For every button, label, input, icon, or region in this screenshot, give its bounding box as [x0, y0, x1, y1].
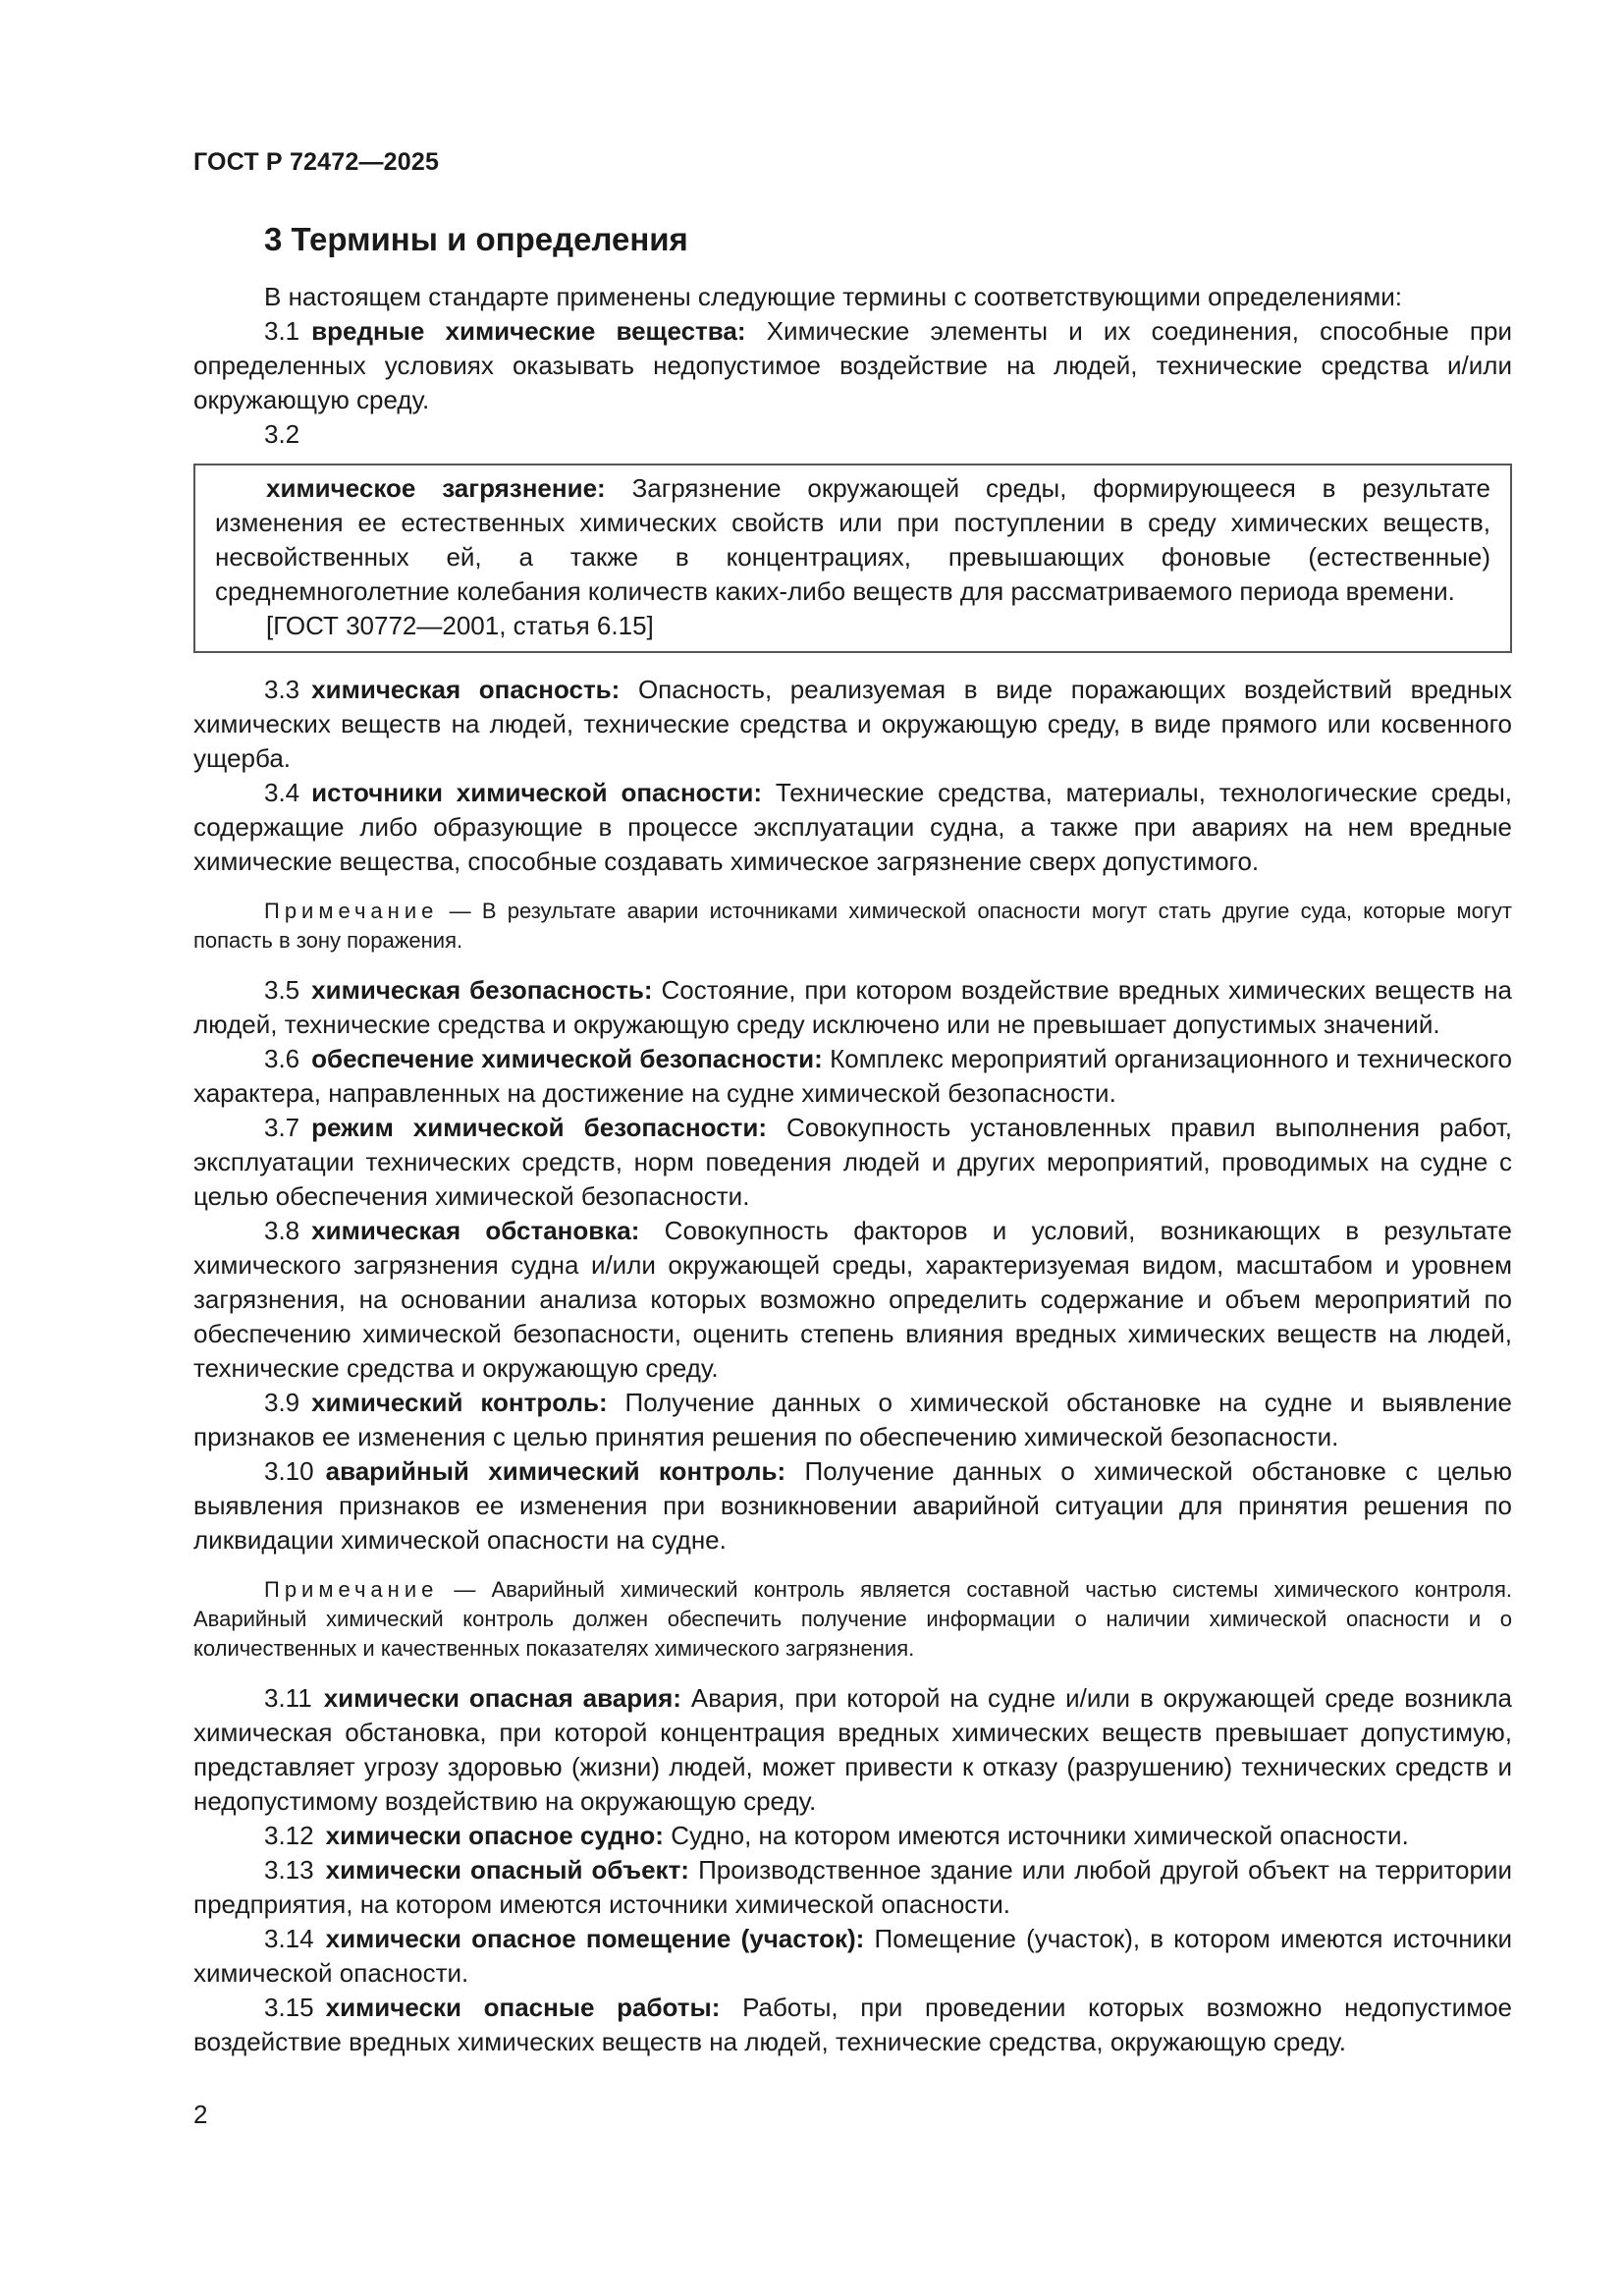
- term-definition: Получение данных о химической обстановке на судне и выявление признаков ее изменения с целью принятия решения по обеспечению химической безопасности.: [193, 1388, 1512, 1451]
- term-3-15: 3.15 химически опасные работы: Работы, при проведении которых возможно недопустимое воздействие вредных химических веществ на людей, технические средства, окружающую среду.: [193, 1993, 1512, 2056]
- term-definition: Загрязнение окружающей среды, формирующееся в результате изменения ее естественных химических свойств или при поступлении в среду химических веществ, несвойственных ей, а также в концентрациях, превышающих фоновые (естественные) среднемноголетние колебания количеств каких-либо веществ для рассматриваемого периода времени.: [215, 473, 1490, 606]
- term-3-13: 3.13 химически опасный объект: Производственное здание или любой другой объект на территории предприятия, на котором имеются источники химической опасности.: [193, 1855, 1512, 1919]
- term-3-3: 3.3 химическая опасность: Опасность, реализуемая в виде поражающих воздействий вредных химических веществ на людей, технические средства и окружающую среду, в виде прямого или косвенного ущерба.: [193, 675, 1512, 773]
- term-definition: Химические элементы и их соединения, способные при определенных условиях оказывать недопустимое воздействие на людей, технические средства и/или окружающую среду.: [193, 316, 1512, 414]
- term-label: режим химической безопасности:: [311, 1113, 768, 1142]
- term-definition: Судно, на котором имеются источники химической опасности.: [671, 1821, 1409, 1850]
- term-definition: Состояние, при котором воздействие вредных химических веществ на людей, технические средства и окружающую среду исключено или не превышает допустимых значений.: [193, 975, 1512, 1039]
- page-number: 2: [193, 2100, 208, 2129]
- term-label: химическая обстановка:: [311, 1216, 640, 1245]
- term-definition: Производственное здание или любой другой объект на территории предприятия, на котором имеются источники химической опасности.: [193, 1855, 1512, 1919]
- note-text: — Аварийный химический контроль является составной частью системы химического контроля. Аварийный химический контроль должен обеспечить получение информации о наличии химической опасности и о количественных и качественных показателях химического загрязнения.: [193, 1577, 1512, 1661]
- note-2: [193, 1575, 1512, 1664]
- term-3-2: 3.2: [264, 419, 300, 449]
- term-label: химическая безопасность:: [311, 975, 653, 1005]
- term-label: аварийный химический контроль:: [325, 1456, 786, 1486]
- term-3-10: 3.10 аварийный химический контроль: Получение данных о химической обстановке с целью выявления признаков ее изменения при возникновении аварийной ситуации для принятия решения по ликвидации химической опасности на судне.: [193, 1456, 1512, 1555]
- source-reference: [ГОСТ 30772—2001, статья 6.15]: [266, 611, 654, 640]
- term-3-1: 3.1 вредные химические вещества: Химические элементы и их соединения, способные при определенных условиях оказывать недопустимое воздействие на людей, технические средства и/или окружающую среду.: [193, 316, 1512, 414]
- term-definition: Помещение (участок), в котором имеются источники химической опасности.: [193, 1924, 1512, 1988]
- term-label: химическая опасность:: [311, 675, 621, 704]
- term-label: химический контроль:: [311, 1388, 608, 1417]
- term-label: химически опасное судно:: [325, 1821, 664, 1850]
- term-label: источники химической опасности:: [311, 778, 763, 807]
- term-3-8: 3.8 химическая обстановка: Совокупность факторов и условий, возникающих в результате химического загрязнения судна и/или окружающей среды, характеризуемая видом, масштабом и уровнем загрязнения, на основании анализа которых возможно определить содержание и объем мероприятий по обеспечению химической безопасности, оценить степень влияния вредных химических веществ на людей, технические средства и окружающую среду.: [193, 1216, 1512, 1383]
- term-definition: Опасность, реализуемая в виде поражающих воздействий вредных химических веществ на людей, технические средства и окружающую среду, в виде прямого или косвенного ущерба.: [193, 675, 1512, 773]
- note-label: Примечание: [264, 1577, 439, 1602]
- term-3-9: 3.9 химический контроль: Получение данных о химической обстановке на судне и выявление признаков ее изменения с целью принятия решения по обеспечению химической безопасности.: [193, 1388, 1512, 1451]
- term-3-5: 3.5 химическая безопасность: Состояние, при котором воздействие вредных химических веществ на людей, технические средства и окружающую среду исключено или не превышает допустимых значений.: [193, 975, 1512, 1039]
- term-definition: Совокупность установленных правил выполнения работ, эксплуатации технических средств, норм поведения людей и других мероприятий, проводимых на судне с целью обеспечения химической безопасности.: [193, 1113, 1512, 1211]
- term-3-6: 3.6 обеспечение химической безопасности: Комплекс мероприятий организационного и технического характера, направленных на достижение на судне химической безопасности.: [193, 1044, 1512, 1108]
- term-label: вредные химические вещества:: [311, 316, 746, 346]
- term-label: химически опасный объект:: [325, 1855, 689, 1885]
- intro-paragraph: В настоящем стандарте применены следующие термины с соответствующими определениями:: [264, 282, 1403, 311]
- note-label: Примечание: [264, 899, 439, 923]
- document-header: ГОСТ Р 72472—2025: [193, 148, 440, 176]
- term-label: химическое загрязнение:: [266, 473, 606, 503]
- term-label: химически опасные работы:: [325, 1993, 721, 2022]
- term-3-14: 3.14 химически опасное помещение (участок): Помещение (участок), в котором имеются источники химической опасности.: [193, 1924, 1512, 1988]
- term-label: химически опасная авария:: [323, 1683, 681, 1713]
- term-3-12: 3.12 химически опасное судно: Судно, на котором имеются источники химической опасности.: [264, 1821, 1409, 1850]
- note-text: — В результате аварии источниками химической опасности могут стать другие суда, которые могут попасть в зону поражения.: [193, 899, 1512, 953]
- note-1: [193, 897, 1512, 956]
- term-label: обеспечение химической безопасности:: [311, 1044, 823, 1073]
- term-definition: Авария, при которой на судне и/или в окружающей среде возникла химическая обстановка, при которой концентрация вредных химических веществ превышает допустимую, представляет угрозу здоровью (жизни) людей, может привести к отказу (разрушению) технических средств и недопустимому воздействию на окружающую среду.: [193, 1683, 1513, 1816]
- term-label: химически опасное помещение (участок):: [325, 1924, 865, 1953]
- term-definition: Получение данных о химической обстановке с целью выявления признаков ее изменения при возникновении аварийной ситуации для принятия решения по ликвидации химической опасности на судне.: [193, 1456, 1512, 1555]
- term-3-7: 3.7 режим химической безопасности: Совокупность установленных правил выполнения работ, эксплуатации технических средств, норм поведения людей и других мероприятий, проводимых на судне с целью обеспечения химической безопасности.: [193, 1113, 1512, 1211]
- term-definition: Совокупность факторов и условий, возникающих в результате химического загрязнения судна и/или окружающей среды, характеризуемая видом, масштабом и уровнем загрязнения, на основании анализа которых возможно определить содержание и объем мероприятий по обеспечению химической безопасности, оценить степень влияния вредных химических веществ на людей, технические средства и окружающую среду.: [193, 1216, 1512, 1383]
- section-title: 3 Термины и определения: [264, 221, 688, 257]
- term-definition: Работы, при проведении которых возможно недопустимое воздействие вредных химических веществ на людей, технические средства, окружающую среду.: [193, 1993, 1512, 2056]
- quoted-definition-box: [193, 464, 1512, 653]
- term-3-4: 3.4 источники химической опасности: Технические средства, материалы, технологические среды, содержащие либо образующие в процессе эксплуатации судна, а также при авариях на нем вредные химические вещества, способные создавать химическое загрязнение сверх допустимого.: [193, 778, 1512, 876]
- term-definition: Технические средства, материалы, технологические среды, содержащие либо образующие в процессе эксплуатации судна, а также при авариях на нем вредные химические вещества, способные создавать химическое загрязнение сверх допустимого.: [193, 778, 1512, 876]
- document-body: [193, 280, 1512, 2059]
- term-definition: Комплекс мероприятий организационного и технического характера, направленных на достижение на судне химической безопасности.: [193, 1044, 1512, 1108]
- term-3-11: 3.11 химически опасная авария: Авария, при которой на судне и/или в окружающей среде возникла химическая обстановка, при которой концентрация вредных химических веществ превышает допустимую, представляет угрозу здоровью (жизни) людей, может привести к отказу (разрушению) технических средств и недопустимому воздействию на окружающую среду.: [193, 1683, 1513, 1816]
